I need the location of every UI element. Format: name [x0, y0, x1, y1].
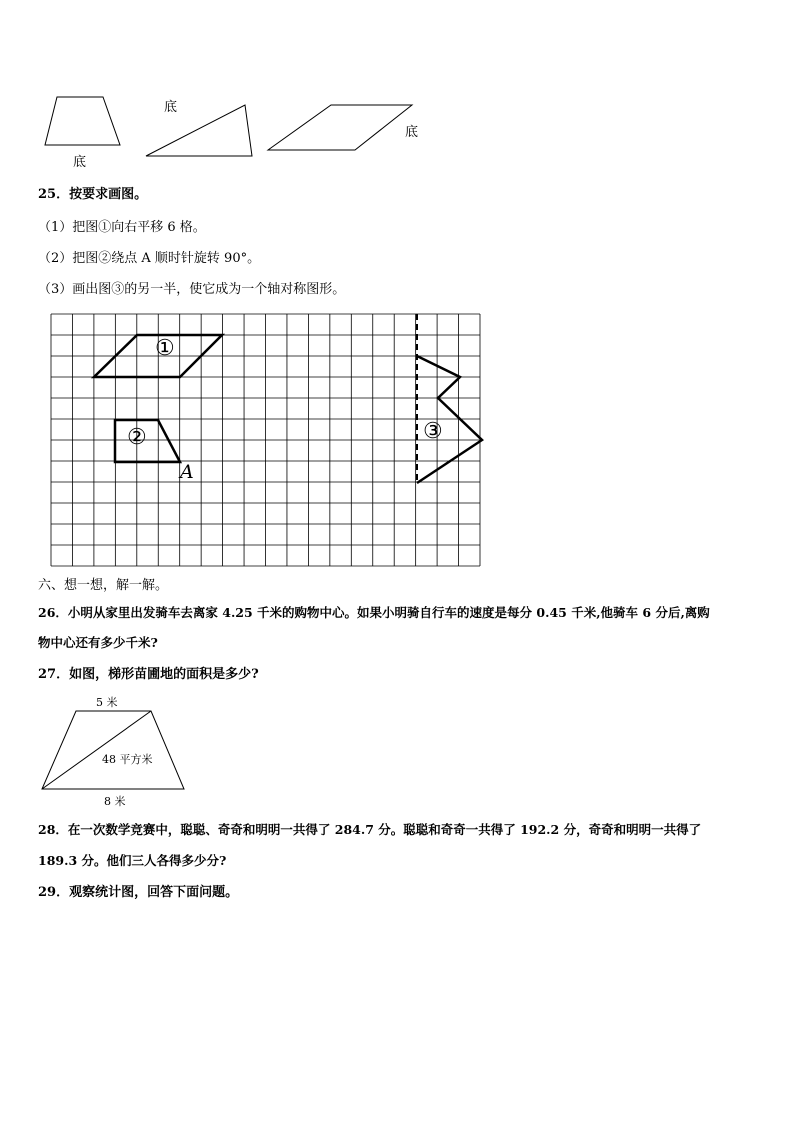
point-a-label: A [180, 461, 194, 483]
q25-title: 25．按要求画图。 [38, 187, 148, 202]
q29-text: 29．观察统计图，回答下面问题。 [38, 885, 239, 900]
q25-item1: （1）把图①向右平移 6 格。 [38, 220, 206, 235]
q28-line2: 189.3 分。他们三人各得多少分? [38, 853, 227, 868]
parallelogram-base-label: 底 [405, 125, 419, 140]
q26-line2: 物中心还有多少千米? [38, 635, 158, 650]
section-6-heading: 六、想一想，解一解。 [38, 578, 169, 593]
q25-item2: （2）把图②绕点 A 顺时针旋转 90°。 [38, 251, 261, 266]
q26-line1: 26．小明从家里出发骑车去离家 4.25 千米的购物中心。如果小明骑自行车的速度是每分 0.45 千米,他骑车 6 分后,离购 [38, 605, 710, 620]
shape-2-label: ② [127, 425, 147, 450]
q25-item3: （3）画出图③的另一半，使它成为一个轴对称图形。 [38, 282, 346, 297]
trapezoid-top-label: 5 米 [96, 696, 118, 709]
shape-1-label: ① [155, 336, 175, 361]
shape-3-label: ③ [423, 419, 443, 444]
trapezoid-area-label: 48 平方米 [102, 753, 153, 766]
trapezoid-base-label: 底 [73, 155, 87, 170]
trapezoid-bottom-label: 8 米 [104, 795, 126, 808]
q27-text: 27．如图，梯形苗圃地的面积是多少? [38, 667, 259, 682]
triangle-base-label: 底 [164, 100, 178, 115]
q28-line1: 28．在一次数学竞赛中，聪聪、奇奇和明明一共得了 284.7 分。聪聪和奇奇一共得了 192.2 分，奇奇和明明一共得了 [38, 822, 702, 837]
